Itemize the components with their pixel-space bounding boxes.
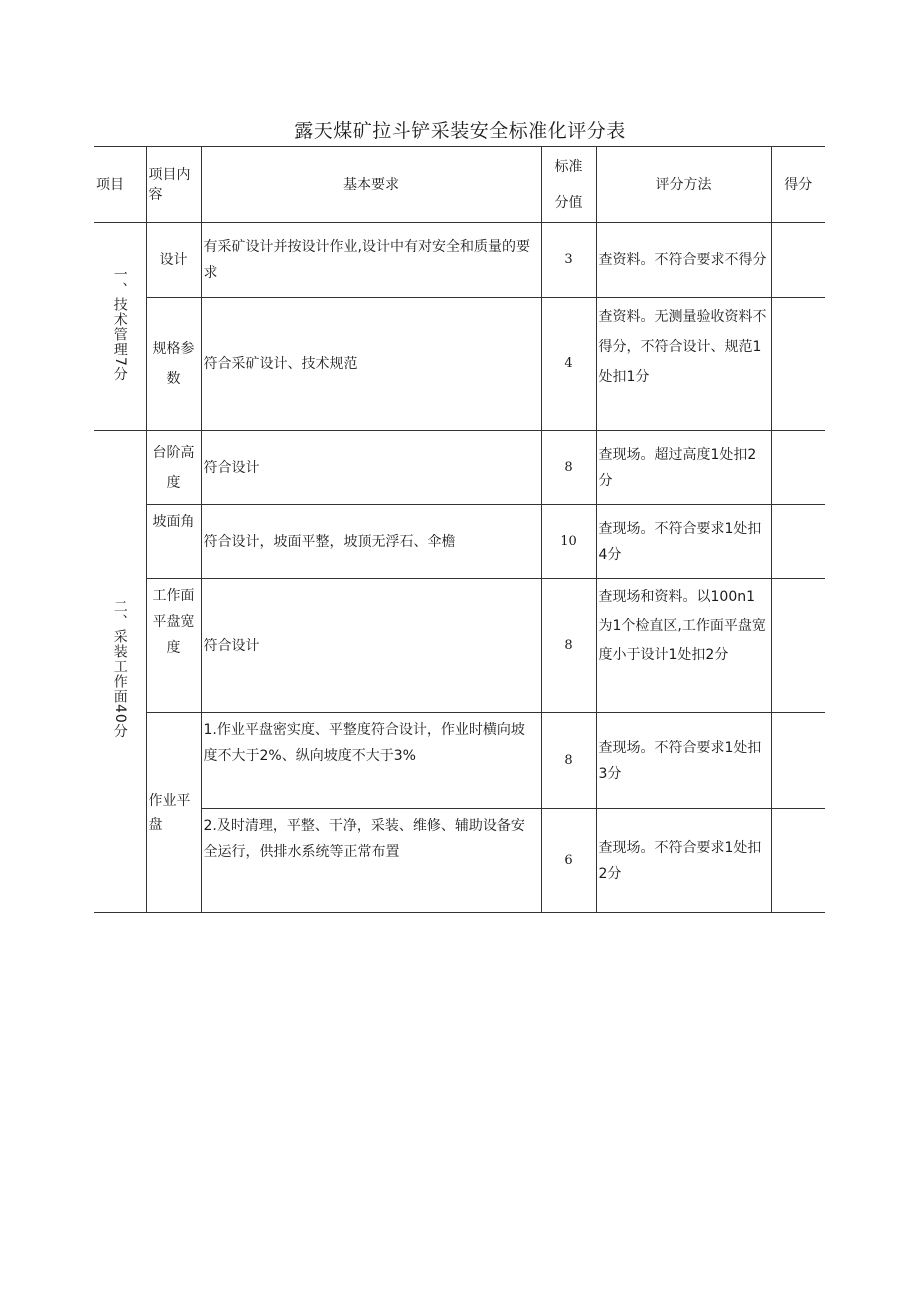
header-standard-line1: 标准 — [554, 158, 583, 175]
row-standard: 10 — [541, 505, 596, 579]
row-requirement: 1.作业平盘密实度、平整度符合设计，作业时横向坡度不大于2%、纵向坡度不大于3% — [201, 713, 541, 809]
table-row — [94, 505, 825, 579]
section-label-text: 一、技术管理7分 — [111, 266, 128, 382]
header-content: 项目内容 — [146, 147, 201, 223]
row-content-platform: 作业平盘 — [146, 713, 201, 913]
row-method: 查现场。超过高度1处扣2分 — [596, 431, 771, 505]
header-standard-line2: 分值 — [554, 194, 583, 211]
row-score — [771, 713, 825, 809]
row-score — [771, 431, 825, 505]
row-requirement: 符合设计 — [201, 431, 541, 505]
row-method: 查现场。不符合要求1处扣4分 — [596, 505, 771, 579]
header-requirement: 基本要求 — [201, 147, 541, 223]
row-method: 查现场和资料。以100n1为1个检直区,工作面平盘宽度小于设计1处扣2分 — [596, 579, 771, 713]
section-label-text: 二、采装工作面40分 — [111, 599, 128, 739]
scoring-table — [94, 146, 825, 913]
table-row — [94, 431, 825, 505]
row-score — [771, 298, 825, 431]
section-label-loading — [94, 431, 146, 913]
row-score — [771, 579, 825, 713]
row-content: 规格参数 — [146, 298, 201, 431]
row-requirement: 符合设计，坡面平整，坡顶无浮石、伞檐 — [201, 505, 541, 579]
row-standard: 8 — [541, 431, 596, 505]
row-content: 台阶高度 — [146, 431, 201, 505]
header-project: 项目 — [94, 147, 146, 223]
row-method: 查现场。不符合要求1处扣3分 — [596, 713, 771, 809]
row-content: 设计 — [146, 223, 201, 298]
row-method: 查资料。无测量验收资料不得分，不符合设计、规范1处扣1分 — [596, 298, 771, 431]
table-row — [94, 809, 825, 913]
section-label-technical — [94, 223, 146, 431]
table-row — [94, 713, 825, 809]
header-score: 得分 — [771, 147, 825, 223]
row-requirement: 有采矿设计并按设计作业,设计中有对安全和质量的要求 — [201, 223, 541, 298]
header-method: 评分方法 — [596, 147, 771, 223]
row-score — [771, 505, 825, 579]
row-requirement: 符合采矿设计、技术规范 — [201, 298, 541, 431]
table-row — [94, 298, 825, 431]
row-standard: 4 — [541, 298, 596, 431]
table-row — [94, 579, 825, 713]
row-method: 查资料。不符合要求不得分 — [596, 223, 771, 298]
row-method: 查现场。不符合要求1处扣2分 — [596, 809, 771, 913]
header-standard — [541, 147, 596, 223]
row-content: 工作面平盘宽度 — [146, 579, 201, 713]
row-standard: 8 — [541, 713, 596, 809]
document-title: 露天煤矿拉斗铲采装安全标准化评分表 — [294, 120, 626, 142]
table-row — [94, 223, 825, 298]
row-content: 坡面角 — [146, 505, 201, 579]
row-score — [771, 223, 825, 298]
row-standard: 3 — [541, 223, 596, 298]
header-row — [94, 147, 825, 223]
row-requirement: 2.及时清理，平整、干净，采装、维修、辅助设备安全运行，供排水系统等正常布置 — [201, 809, 541, 913]
row-standard: 8 — [541, 579, 596, 713]
row-standard: 6 — [541, 809, 596, 913]
row-score — [771, 809, 825, 913]
row-requirement: 符合设计 — [201, 579, 541, 713]
